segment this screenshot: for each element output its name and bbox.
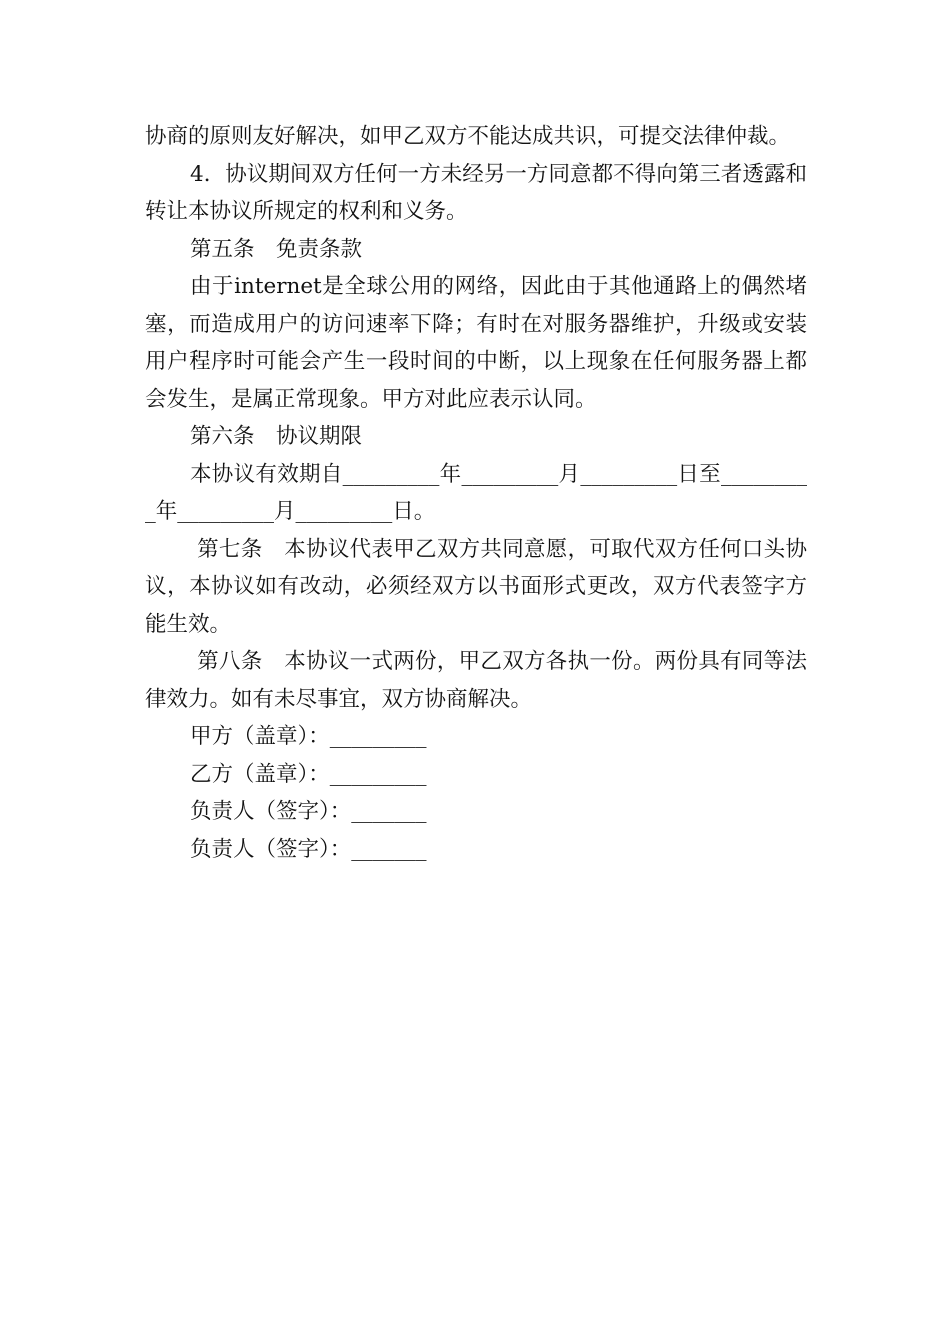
- signature-line-representative-1: 负责人（签字）：_______: [190, 799, 427, 824]
- signature-line-party-a: 甲方（盖章）：_________: [190, 724, 427, 749]
- heading-article-5: 第五条 免责条款: [190, 236, 363, 262]
- document-body: [145, 118, 807, 868]
- signature-line-party-b: 乙方（盖章）：_________: [190, 761, 427, 787]
- paragraph-article-5-body: 由于internet是全球公用的网络，因此由于其他通路上的偶然堵塞，而造成用户的访问速率下降；有时在对服务器维护，升级或安装用户程序时可能会产生一段时间的中断，以上现象在任何服务器上都会发生，是属正常现象。甲方对此应表示认同。: [145, 274, 807, 412]
- paragraph-article-8: 第八条 本协议一式两份，甲乙双方各执一份。两份具有同等法律效力。如有未尽事宜，双方协商解决。: [145, 649, 807, 712]
- heading-article-6: 第六条 协议期限: [190, 424, 363, 449]
- paragraph-dispute-resolution: 协商的原则友好解决，如甲乙双方不能达成共识，可提交法律仲裁。: [145, 124, 791, 149]
- paragraph-clause-4-confidentiality: 4．协议期间双方任何一方未经另一方同意都不得向第三者透露和转让本协议所规定的权利和义务。: [145, 161, 807, 224]
- signature-line-representative-2: 负责人（签字）：_______: [190, 836, 427, 862]
- paragraph-article-7: 第七条 本协议代表甲乙双方共同意愿，可取代双方任何口头协议，本协议如有改动，必须经双方以书面形式更改，双方代表签字方能生效。: [145, 536, 807, 637]
- paragraph-article-6-term: 本协议有效期自_________年_________月_________日至_________年_________月_________日。: [145, 461, 807, 524]
